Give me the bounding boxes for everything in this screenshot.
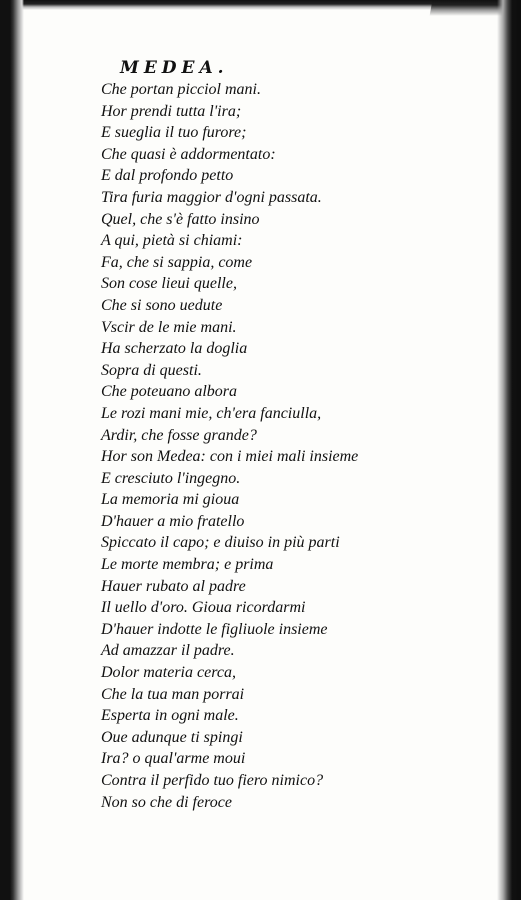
verse-line: Oue adunque ti spingi [101,728,243,746]
verse-line: Hor son Medea: con i miei mali insieme [101,448,359,466]
verse-line: Dolor materia cerca, [101,664,236,682]
running-head: MEDEA. [120,58,229,78]
verse-line: Vscir de le mie mani. [101,318,237,336]
verse-line: Ha scherzato la doglia [101,340,248,358]
verse-line: Spiccato il capo; e diuiso in più parti [101,534,340,552]
verse-line: Hor prendi tutta l'ira; [101,102,242,120]
verse-line: Che quasi è addormentato: [101,145,276,163]
verse-line: Ad amazzar il padre. [101,642,235,660]
verse-line: Son cose lieui quelle, [101,275,237,293]
verse-line: Che si sono uedute [101,296,223,314]
verse-line: Che portan picciol mani. [101,81,261,98]
verse-line: Contra il perfido tuo fiero nimico? [101,772,324,789]
verse-line: Le morte membra; e prima [101,556,274,574]
verse-line: Hauer rubato al padre [101,577,246,595]
verse-line: Le rozi mani mie, ch'era fanciulla, [101,404,322,422]
verse-line: Ardir, che fosse grande? [101,426,257,444]
verse-line: La memoria mi gioua [101,491,240,509]
verse-line: Ira? o qual'arme moui [101,750,246,768]
verse-line: E dal profondo petto [101,167,234,185]
verse-line: E cresciuto l'ingegno. [101,469,241,487]
verse-line: Fa, che si sappia, come [101,253,253,271]
verse-line: Sopra di questi. [101,361,202,379]
verse-line: Non so che di feroce [101,793,232,811]
verse-line: Che la tua man porrai [101,685,245,703]
verse-text [101,79,501,813]
verse-line: Esperta in ogni male. [101,707,239,725]
verse-line: D'hauer indotte le figliuole insieme [101,620,328,638]
verse-line: Tira furia maggior d'ogni passata. [101,188,322,206]
verse-line: Quel, che s'è fatto insino [101,210,260,228]
scan-border-left [0,0,24,900]
verse-line: Il uello d'oro. Gioua ricordarmi [101,599,306,617]
verse-line: D'hauer a mio fratello [101,512,245,530]
verse-line: E sueglia il tuo furore; [101,124,247,142]
verse-line: A qui, pietà si chiami: [101,232,243,250]
verse-line: Che poteuano albora [101,383,237,401]
